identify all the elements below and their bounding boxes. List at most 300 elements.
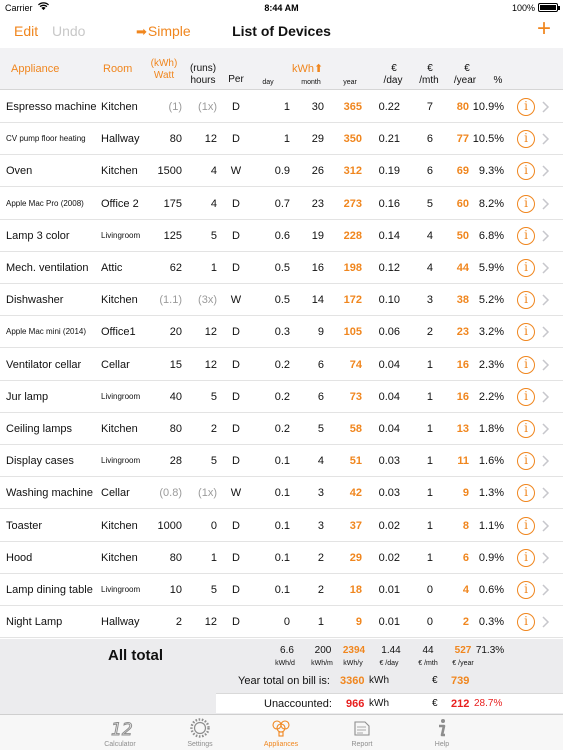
table-row[interactable] <box>0 606 563 638</box>
cell-name: Oven <box>6 165 33 178</box>
chevron-right-icon[interactable] <box>541 197 550 211</box>
cell-eur-mth: 7 <box>426 101 433 113</box>
header-per: Per <box>228 74 244 85</box>
cell-kwh-month: 19 <box>311 229 324 242</box>
cell-pct: 1.3% <box>478 487 504 500</box>
cell-pct: 1.6% <box>478 455 504 468</box>
unaccounted-kwh-unit: kWh <box>369 698 389 709</box>
cell-pct: 1.8% <box>478 423 504 435</box>
chevron-right-icon[interactable] <box>541 583 550 597</box>
cell-eur-day: 0.02 <box>378 551 400 564</box>
cell-per: D <box>232 197 240 210</box>
header-room[interactable]: Room <box>103 63 133 75</box>
all-total-label: All total <box>108 647 163 664</box>
cell-kwh-month: 29 <box>311 133 324 146</box>
cell-kwh-day: 0 <box>283 616 290 629</box>
cell-watt: 15 <box>169 358 182 371</box>
cell-pct: 6.8% <box>478 229 504 242</box>
cell-kwh-day: 0.2 <box>274 390 290 403</box>
bulbs-icon <box>271 718 291 738</box>
total-eur-year-unit: € /year <box>452 660 474 667</box>
cell-eur-year: 50 <box>456 229 469 242</box>
cell-eur-year: 16 <box>456 390 469 403</box>
cell-name: Toaster <box>6 519 43 532</box>
cell-kwh-day: 0.1 <box>274 487 290 500</box>
chevron-right-icon[interactable] <box>541 325 550 339</box>
header-eur-day: /day <box>383 75 403 86</box>
cell-per: W <box>230 487 242 500</box>
cell-room: Kitchen <box>101 165 138 178</box>
info-button-icon[interactable]: i <box>517 484 535 502</box>
cell-hours: 0 <box>210 519 217 532</box>
cell-kwh-day: 0.7 <box>274 197 290 210</box>
cell-kwh-day: 0.1 <box>274 551 290 564</box>
table-row[interactable] <box>0 381 563 413</box>
chevron-right-icon[interactable] <box>541 164 550 178</box>
battery-percent: 100% <box>511 3 535 13</box>
info-button-icon[interactable]: i <box>517 130 535 148</box>
svg-text:12: 12 <box>111 720 133 740</box>
table-row[interactable] <box>0 477 563 509</box>
tab-settings[interactable] <box>160 715 240 751</box>
cell-eur-mth: 4 <box>426 262 433 274</box>
table-row[interactable] <box>0 510 563 542</box>
chevron-right-icon[interactable] <box>541 390 550 404</box>
header-eur-mth-sign: € <box>427 63 433 74</box>
header-percent: % <box>493 75 503 86</box>
cell-watt: 2 <box>175 616 182 629</box>
cell-room: Hallway <box>101 133 140 146</box>
cell-per: W <box>230 165 242 178</box>
total-kwh-day-unit: kWh/d <box>275 660 295 667</box>
cell-eur-day: 0.22 <box>378 101 400 113</box>
table-row[interactable] <box>0 252 563 284</box>
cell-eur-day: 0.04 <box>378 423 400 435</box>
carrier-label: Carrier <box>5 3 33 13</box>
total-eur-year: 527 <box>454 645 472 656</box>
status-bar <box>0 0 563 16</box>
cell-eur-day: 0.03 <box>378 455 400 468</box>
cell-hours: 12 <box>204 326 217 339</box>
cell-name: Espresso machine <box>6 101 97 113</box>
cell-hours: 2 <box>210 423 217 435</box>
cell-per: D <box>232 616 240 629</box>
cell-kwh-month: 14 <box>311 294 324 307</box>
chevron-right-icon[interactable] <box>541 229 550 243</box>
bill-kwh-unit: kWh <box>369 675 389 686</box>
info-button-icon[interactable]: i <box>517 581 535 599</box>
unaccounted-eur: 212 <box>451 698 470 710</box>
cell-eur-year: 11 <box>457 455 469 468</box>
table-row[interactable] <box>0 574 563 606</box>
arrow-right-icon: ➡ <box>136 24 147 39</box>
info-button-icon[interactable]: i <box>517 517 535 535</box>
cell-kwh-month: 2 <box>317 584 324 596</box>
cell-eur-year: 80 <box>456 101 469 113</box>
cell-kwh-year: 172 <box>343 294 362 307</box>
cell-hours: 12 <box>204 616 217 629</box>
info-button-icon[interactable]: i <box>517 549 535 567</box>
cell-pct: 10.9% <box>472 101 504 113</box>
tab-help-label: Help <box>434 741 450 748</box>
table-row[interactable] <box>0 349 563 381</box>
cell-per: D <box>232 262 240 274</box>
cell-kwh-year: 58 <box>349 423 362 435</box>
cell-kwh-month: 30 <box>311 101 324 113</box>
cell-watt: 28 <box>169 455 182 468</box>
column-header-row <box>0 48 563 90</box>
tab-calculator[interactable] <box>80 715 160 751</box>
cell-hours: (1x) <box>198 101 217 113</box>
cell-per: D <box>232 101 240 113</box>
cell-pct: 10.5% <box>472 133 504 146</box>
cell-kwh-day: 0.1 <box>274 584 290 596</box>
cell-eur-day: 0.14 <box>378 229 400 242</box>
cell-kwh-year: 42 <box>349 487 362 500</box>
cell-hours: 12 <box>204 358 217 371</box>
info-button-icon[interactable]: i <box>517 613 535 631</box>
cell-eur-day: 0.12 <box>378 262 400 274</box>
cell-pct: 1.1% <box>478 519 504 532</box>
total-eur-mth: 44 <box>422 645 434 656</box>
info-button-icon[interactable]: i <box>517 195 535 213</box>
cell-watt: 1000 <box>157 519 182 532</box>
tab-report[interactable] <box>322 715 402 751</box>
cell-per: D <box>232 519 240 532</box>
info-button-icon[interactable]: i <box>517 227 535 245</box>
header-watt-top: (kWh) <box>150 58 178 69</box>
total-kwh-day: 6.6 <box>280 645 294 656</box>
cell-name: Jur lamp <box>6 390 49 403</box>
cell-kwh-month: 6 <box>317 358 324 371</box>
info-button-icon[interactable]: i <box>517 323 535 341</box>
header-hours: hours <box>190 75 216 86</box>
cell-kwh-year: 29 <box>349 551 362 564</box>
chevron-right-icon[interactable] <box>541 358 550 372</box>
table-row[interactable] <box>0 542 563 574</box>
cell-eur-year: 6 <box>462 551 469 564</box>
cell-per: D <box>232 584 240 596</box>
cell-eur-mth: 1 <box>426 455 433 468</box>
total-eur-day: 1.44 <box>381 645 401 656</box>
cell-hours: (1x) <box>198 487 217 500</box>
cell-name: Apple Mac mini (2014) <box>6 327 87 337</box>
cell-eur-mth: 4 <box>426 229 433 242</box>
header-eur-mth: /mth <box>419 75 439 86</box>
cell-room: Livingroom <box>101 456 141 466</box>
info-button-icon[interactable]: i <box>517 259 535 277</box>
table-row[interactable] <box>0 445 563 477</box>
info-button-icon[interactable]: i <box>517 452 535 470</box>
cell-kwh-day: 0.9 <box>274 165 290 178</box>
cell-kwh-month: 3 <box>317 519 324 532</box>
cell-eur-mth: 1 <box>426 519 433 532</box>
cell-eur-year: 60 <box>456 197 469 210</box>
cell-room: Livingroom <box>101 230 141 240</box>
cell-eur-year: 69 <box>456 165 469 178</box>
cell-kwh-month: 16 <box>311 262 324 274</box>
cell-hours: 5 <box>210 229 217 242</box>
table-row[interactable] <box>0 316 563 348</box>
cell-kwh-year: 18 <box>349 584 362 596</box>
unaccounted-label: Unaccounted: <box>264 698 332 710</box>
total-kwh-year: 2394 <box>342 645 366 656</box>
info-button-icon[interactable]: i <box>517 98 535 116</box>
info-icon <box>432 718 452 738</box>
cell-kwh-day: 1 <box>283 133 290 146</box>
cell-room: Hallway <box>101 616 140 629</box>
cell-pct: 2.2% <box>478 390 504 403</box>
unaccounted-percent: 28.7% <box>474 698 503 709</box>
cell-eur-year: 44 <box>456 262 469 274</box>
cell-kwh-year: 365 <box>343 101 362 113</box>
cell-pct: 0.6% <box>478 584 504 596</box>
cell-per: D <box>232 423 240 435</box>
cell-eur-mth: 1 <box>426 358 433 371</box>
cell-eur-year: 38 <box>456 294 469 307</box>
cell-hours: 5 <box>210 390 217 403</box>
cell-room: Livingroom <box>101 585 141 594</box>
cell-watt: 1500 <box>157 165 182 178</box>
cell-eur-mth: 1 <box>426 390 433 403</box>
cell-name: Night Lamp <box>6 616 63 629</box>
info-button-icon[interactable]: i <box>517 420 535 438</box>
cell-pct: 8.2% <box>478 197 504 210</box>
navigation-bar <box>0 16 563 46</box>
bill-eur-sign: € <box>432 675 438 686</box>
cell-name: Mech. ventilation <box>6 262 89 274</box>
total-eur-day-unit: € /day <box>379 660 399 667</box>
total-kwh-month-unit: kWh/m <box>311 660 333 667</box>
cell-room: Kitchen <box>101 551 138 564</box>
chevron-right-icon[interactable] <box>541 132 550 146</box>
cell-room: Cellar <box>101 487 130 500</box>
cell-per: D <box>232 358 240 371</box>
bill-label: Year total on bill is: <box>238 675 330 687</box>
tab-bar <box>0 714 563 750</box>
unaccounted-eur-sign: € <box>432 698 438 709</box>
total-percent: 71.3% <box>475 645 505 656</box>
header-watt[interactable]: Watt <box>153 70 175 81</box>
cell-per: D <box>232 455 240 468</box>
cell-kwh-month: 1 <box>317 616 324 629</box>
cell-watt: 80 <box>169 133 182 146</box>
cell-eur-year: 16 <box>456 358 469 371</box>
cell-pct: 3.2% <box>478 326 504 339</box>
simple-label: Simple <box>147 23 191 39</box>
cell-eur-day: 0.19 <box>378 165 400 178</box>
cell-watt: (1.1) <box>159 294 182 307</box>
tab-settings-label: Settings <box>187 741 213 748</box>
cell-eur-mth: 0 <box>426 616 433 629</box>
chevron-right-icon[interactable] <box>541 551 550 565</box>
cell-eur-day: 0.01 <box>378 616 400 629</box>
cell-eur-mth: 1 <box>426 551 433 564</box>
cell-per: D <box>232 326 240 339</box>
cell-eur-day: 0.02 <box>378 519 400 532</box>
table-row[interactable] <box>0 123 563 155</box>
cell-per: D <box>232 390 240 403</box>
cell-room: Kitchen <box>101 519 138 532</box>
header-eur-year-sign: € <box>464 63 470 74</box>
cell-kwh-day: 1 <box>283 101 290 113</box>
cell-kwh-day: 0.6 <box>274 229 290 242</box>
cell-kwh-day: 0.5 <box>274 262 290 274</box>
table-row[interactable] <box>0 155 563 187</box>
unaccounted-row <box>216 693 563 713</box>
info-button-icon[interactable]: i <box>517 388 535 406</box>
cell-kwh-year: 312 <box>343 165 362 178</box>
cell-name: Dishwasher <box>6 294 64 307</box>
cell-per: W <box>230 294 242 307</box>
total-kwh-year-unit: kWh/y <box>343 660 363 667</box>
cell-kwh-day: 0.2 <box>274 423 290 435</box>
cell-eur-day: 0.01 <box>378 584 400 596</box>
cell-kwh-year: 37 <box>349 519 362 532</box>
cell-eur-year: 8 <box>462 519 469 532</box>
tab-help[interactable] <box>402 715 482 751</box>
cell-watt: (1) <box>168 101 182 113</box>
bill-kwh-value[interactable]: 3360 <box>340 675 365 687</box>
info-button-icon[interactable]: i <box>517 291 535 309</box>
cell-eur-day: 0.16 <box>378 197 400 210</box>
cell-pct: 5.2% <box>478 294 504 307</box>
cell-pct: 0.3% <box>478 616 504 629</box>
cell-name: Apple Mac Pro (2008) <box>6 198 84 208</box>
cell-room: Office 2 <box>101 197 139 210</box>
cell-kwh-year: 105 <box>343 326 362 339</box>
cell-kwh-year: 51 <box>349 455 362 468</box>
cell-hours: (3x) <box>198 294 217 307</box>
table-row[interactable] <box>0 413 563 445</box>
cell-eur-day: 0.10 <box>378 294 400 307</box>
cell-kwh-month: 6 <box>317 390 324 403</box>
cell-name: Display cases <box>6 455 74 468</box>
cell-per: D <box>232 133 240 146</box>
cell-per: D <box>232 229 240 242</box>
cell-eur-mth: 2 <box>426 326 433 339</box>
cell-eur-day: 0.06 <box>378 326 400 339</box>
cell-watt: 40 <box>169 390 182 403</box>
cell-name: CV pump floor heating <box>6 134 86 144</box>
cell-hours: 1 <box>210 551 217 564</box>
cell-hours: 4 <box>210 165 217 178</box>
table-row[interactable] <box>0 91 563 123</box>
table-row[interactable] <box>0 284 563 316</box>
cell-eur-year: 77 <box>456 133 469 146</box>
cell-pct: 2.3% <box>478 358 504 371</box>
header-day: day <box>262 79 274 86</box>
chevron-right-icon[interactable] <box>541 422 550 436</box>
tab-appliances-label: Appliances <box>263 741 299 748</box>
cell-room: Livingroom <box>101 391 141 401</box>
cell-kwh-day: 0.3 <box>274 326 290 339</box>
cell-eur-year: 2 <box>462 616 469 629</box>
cell-kwh-year: 73 <box>349 390 362 403</box>
cell-kwh-year: 74 <box>349 358 362 371</box>
cell-eur-year: 13 <box>456 423 469 435</box>
chevron-right-icon[interactable] <box>541 519 550 533</box>
cell-eur-day: 0.03 <box>378 487 400 500</box>
cell-room: Kitchen <box>101 101 138 113</box>
chevron-right-icon[interactable] <box>541 293 550 307</box>
cell-per: D <box>232 551 240 564</box>
cell-name: Lamp 3 color <box>6 229 70 242</box>
calculator-icon <box>110 718 133 740</box>
cell-watt: 80 <box>169 423 182 435</box>
cell-eur-year: 9 <box>462 487 469 500</box>
cell-kwh-day: 0.1 <box>274 519 290 532</box>
cell-watt: 125 <box>163 229 182 242</box>
cell-name: Ventilator cellar <box>6 358 82 371</box>
report-icon <box>352 718 372 738</box>
add-device-button[interactable]: + <box>536 15 551 42</box>
cell-kwh-month: 26 <box>311 165 324 178</box>
header-eur-day-sign: € <box>391 63 397 74</box>
cell-watt: (0.8) <box>159 487 182 500</box>
cell-pct: 5.9% <box>478 262 504 274</box>
cell-room: Cellar <box>101 358 130 371</box>
tab-calculator-label: Calculator <box>104 741 136 748</box>
cell-kwh-year: 198 <box>343 262 362 274</box>
cell-room: Kitchen <box>101 423 138 435</box>
info-button-icon[interactable]: i <box>517 162 535 180</box>
cell-watt: 10 <box>169 584 182 596</box>
cell-kwh-day: 0.2 <box>274 358 290 371</box>
undo-button[interactable]: Undo <box>52 23 86 39</box>
cell-watt: 80 <box>169 551 182 564</box>
cell-hours: 5 <box>210 455 217 468</box>
cell-kwh-month: 23 <box>311 197 324 210</box>
cell-kwh-month: 9 <box>317 326 324 339</box>
cell-hours: 1 <box>210 262 217 274</box>
cell-watt: 62 <box>169 262 182 274</box>
cell-kwh-year: 273 <box>343 197 362 210</box>
table-row[interactable] <box>0 188 563 220</box>
chevron-right-icon[interactable] <box>541 100 550 114</box>
header-eur-year: /year <box>453 75 477 86</box>
cell-eur-mth: 1 <box>426 423 433 435</box>
cell-kwh-month: 2 <box>317 551 324 564</box>
chevron-right-icon[interactable] <box>541 261 550 275</box>
cell-name: Lamp dining table <box>6 584 93 596</box>
bill-eur-value[interactable]: 739 <box>451 675 470 687</box>
info-button-icon[interactable]: i <box>517 356 535 374</box>
cell-eur-mth: 6 <box>426 133 433 146</box>
cell-watt: 175 <box>163 197 182 210</box>
header-kwh-sort[interactable]: kWh⬆ <box>292 63 324 75</box>
chevron-right-icon[interactable] <box>541 454 550 468</box>
total-kwh-month: 200 <box>314 645 332 656</box>
tab-report-label: Report <box>351 741 373 748</box>
cell-kwh-month: 3 <box>317 487 324 500</box>
cell-name: Hood <box>6 551 33 564</box>
header-year: year <box>343 79 357 86</box>
table-row[interactable] <box>0 220 563 252</box>
chevron-right-icon[interactable] <box>541 486 550 500</box>
cell-eur-year: 23 <box>456 326 469 339</box>
tab-appliances[interactable] <box>241 715 321 751</box>
chevron-right-icon[interactable] <box>541 615 550 629</box>
cell-hours: 5 <box>210 584 217 596</box>
cell-eur-day: 0.04 <box>378 358 400 371</box>
cell-kwh-month: 4 <box>317 455 324 468</box>
header-runs: (runs) <box>189 63 217 74</box>
cell-watt: 20 <box>169 326 182 339</box>
cell-room: Attic <box>101 262 123 274</box>
header-appliance[interactable]: Appliance <box>11 63 60 75</box>
edit-button[interactable]: Edit <box>14 23 39 39</box>
